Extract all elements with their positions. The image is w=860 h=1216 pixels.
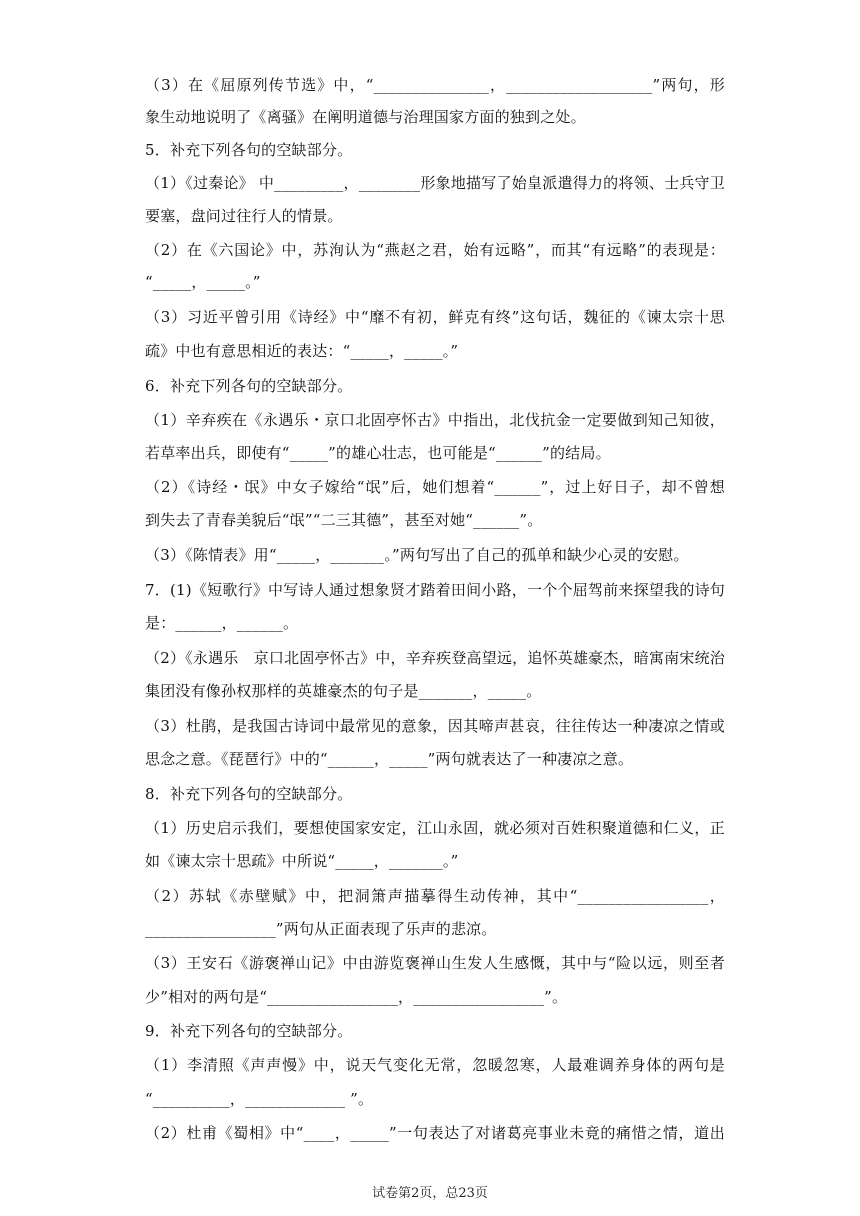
text-line: （3）习近平曾引用《诗经》中“靡不有初，鲜克有终”这句话，魏征的《谏太宗十思 [145,308,725,326]
text-line: 思念之意。《琵琶行》中的“______，_____”两句就表达了一种凄凉之意。 [145,750,634,768]
text-line: （1）李清照《声声慢》中，说天气变化无常，忽暖忽寒，人最难调养身体的两句是 [145,1056,725,1074]
text-line: （2）在《六国论》中，苏洵认为“燕赵之君，始有远略”，而其“有远略”的表现是： [145,241,725,259]
text-line: 如《谏太宗十思疏》中所说“_____，_______。” [145,852,459,870]
text-line: 象生动地说明了《离骚》在阐明道德与治理国家方面的独到之处。 [145,108,586,126]
text-line: 要塞，盘问过往行人的情景。 [145,207,343,225]
text-line: 是：______，______。 [145,614,299,632]
text-line: （1）辛弃疾在《永遇乐・京口北固亭怀古》中指出，北伐抗金一定要做到知己知彼， [145,411,725,429]
question-heading: 6．补充下列各句的空缺部分。 [145,377,353,395]
text-line: 少”相对的两句是“_________________，_________________”。 [145,988,568,1006]
text-line: （2）苏轼《赤壁赋》中，把洞箫声描摹得生动传神，其中“_________________， [145,887,725,905]
text-line: 若草率出兵，即使有“_____”的雄心壮志，也可能是“______”的结局。 [145,444,611,462]
question-heading: 9．补充下列各句的空缺部分。 [145,1022,353,1040]
text-line: （1）历史启示我们，要想使国家安定，江山永固，就必须对百姓积聚道德和仁义，正 [145,819,725,837]
text-line: _________________”两句从正面表现了乐声的悲凉。 [145,920,497,938]
question-heading: 8．补充下列各句的空缺部分。 [145,785,353,803]
text-line: （3）杜鹃，是我国古诗词中最常见的意象，因其啼声甚哀，往往传达一种凄凉之情或 [145,717,725,735]
text-line: （2）杜甫《蜀相》中“____，_____”一句表达了对诸葛亮事业未竟的痛惜之情，道出 [145,1124,725,1142]
text-line: 疏》中也有意思相近的表达：“_____，_____。” [145,342,459,360]
text-line: （3）在《屈原列传节选》中，“_______________，___________________”两句，形 [145,76,725,94]
text-line: （1）《过秦论》 中_________，________形象地描写了始皇派遣得力的将领、士兵守卫 [145,174,725,192]
text-line: “__________，_____________ ”。 [145,1090,374,1108]
text-line: （2）《诗经・氓》中女子嫁给“氓”后，她们想着“______”，过上好日子，却不曾想 [145,478,725,496]
text-line: 到失去了青春美貌后“氓”“二三其德”，甚至对她“______”。 [145,511,543,529]
text-line: “_____，_____。” [145,273,261,291]
text-line: （3）《陈情表》用“_____，_______。”两句写出了自己的孤单和缺少心灵的安慰。 [145,546,689,564]
page-footer: 试卷第2页，总23页 [372,1186,488,1201]
question-heading: 5．补充下列各句的空缺部分。 [145,141,353,159]
text-line: 集团没有像孙权那样的英雄豪杰的句子是_______，_____。 [145,682,542,700]
text-line: （2）《永遇乐 京口北固亭怀古》中，辛弃疾登高望远，追怀英雄豪杰，暗寓南宋统治 [145,649,725,667]
question-heading: 7．(1)《短歌行》中写诗人通过想象贤才踏着田间小路，一个个屈驾前来探望我的诗句 [145,581,725,599]
text-line: （3）王安石《游褒禅山记》中由游览褒禅山生发人生感慨，其中与“险以远，则至者 [145,954,725,972]
